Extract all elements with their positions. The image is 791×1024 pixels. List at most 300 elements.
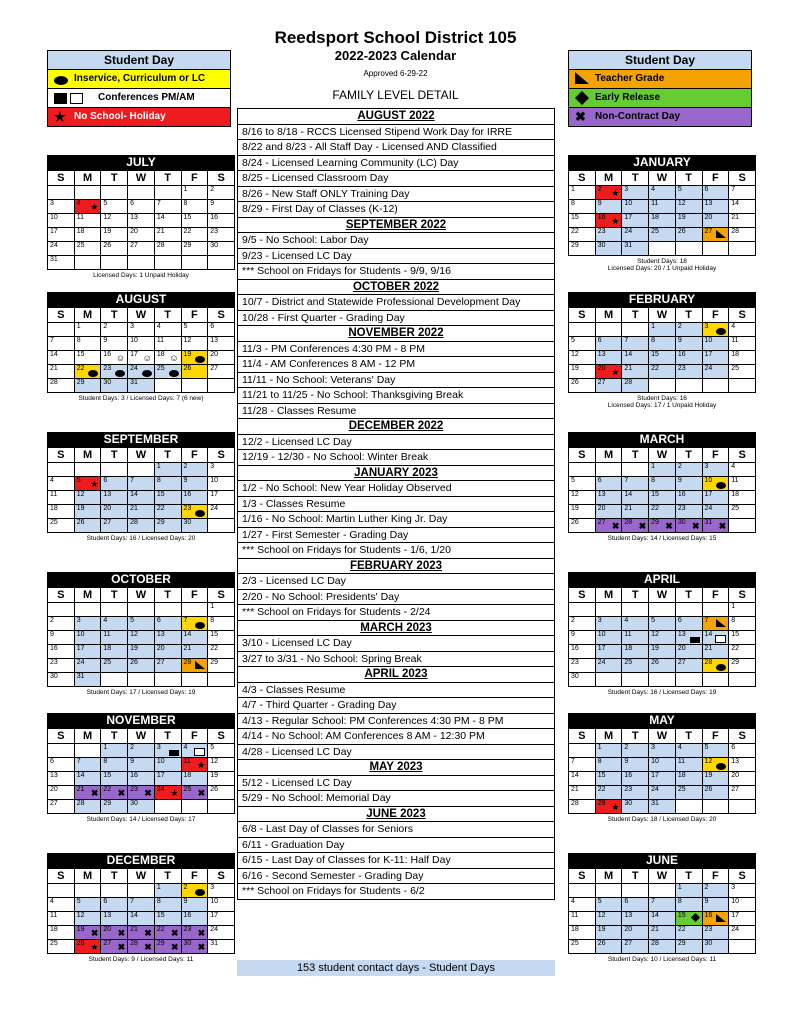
day-cell [128, 645, 155, 659]
day-cell [128, 505, 155, 519]
day-header: M [74, 869, 101, 884]
week-row [569, 659, 756, 673]
day-number: 13 [156, 631, 165, 638]
calendar-august [47, 292, 235, 402]
day-number: 14 [130, 912, 138, 919]
day-number: 13 [50, 772, 58, 779]
day-header: T [622, 869, 649, 884]
day-cell [675, 786, 702, 800]
day-cell [649, 365, 676, 379]
month-footer: Student Days: 16 [637, 395, 687, 402]
day-cell [569, 477, 596, 491]
week-row [48, 673, 235, 687]
day-cell [48, 491, 75, 505]
day-number: 9 [677, 477, 682, 484]
day-cell [729, 214, 756, 228]
day-cell [101, 926, 128, 940]
day-number: 1 [210, 603, 215, 610]
day-number: 9 [571, 631, 575, 638]
day-cell [729, 477, 756, 491]
day-cell [622, 337, 649, 351]
day-number: 5 [103, 200, 108, 207]
day-cell [702, 365, 729, 379]
day-number: 11 [571, 912, 579, 919]
event-item: 2/20 - No School: Presidents' Day [237, 590, 555, 606]
day-cell [208, 323, 235, 337]
day-header: T [622, 729, 649, 744]
month-footer: Licensed Days: 1 Unpaid Holiday [93, 272, 189, 279]
day-number: 24 [597, 659, 606, 666]
day-cell [101, 337, 128, 351]
day-number: 13 [130, 214, 138, 221]
day-cell [128, 926, 155, 940]
week-row [48, 242, 235, 256]
week-row [569, 379, 756, 393]
day-number: 23 [624, 786, 633, 793]
day-header: F [702, 308, 729, 323]
day-cell [128, 365, 155, 379]
day-number: 14 [183, 631, 192, 638]
week-row [48, 884, 235, 898]
day-cell [101, 617, 128, 631]
day-header: M [74, 171, 101, 186]
day-cell [675, 323, 702, 337]
day-header: S [729, 448, 756, 463]
day-number: 20 [677, 645, 686, 652]
day-cell [595, 214, 622, 228]
day-cell [702, 463, 729, 477]
day-cell [208, 926, 235, 940]
day-cell [128, 228, 155, 242]
day-number: 11 [624, 631, 632, 638]
day-number: 27 [597, 519, 606, 526]
day-header: S [729, 729, 756, 744]
month-footer: Student Days: 14 / Licensed Days: 17 [86, 816, 196, 823]
day-number: 1 [651, 323, 656, 330]
day-header: S [48, 588, 75, 603]
day-number: 19 [597, 926, 606, 933]
day-cell [208, 337, 235, 351]
day-number: 28 [130, 519, 138, 526]
legend-left-head: Student Day [47, 50, 231, 70]
day-cell [729, 491, 756, 505]
day-number: 24 [624, 228, 633, 235]
day-cell [208, 884, 235, 898]
day-number: 24 [651, 786, 659, 793]
day-header: F [702, 588, 729, 603]
day-cell [208, 214, 235, 228]
day-cell [649, 186, 676, 200]
day-number: 25 [731, 505, 740, 512]
day-number: 21 [50, 365, 58, 372]
square-icon [715, 635, 726, 643]
day-number: 15 [183, 214, 192, 221]
day-cell [128, 477, 155, 491]
day-number: 31 [130, 379, 138, 386]
day-number: 10 [210, 898, 219, 905]
day-cell [649, 603, 676, 617]
day-cell [729, 673, 756, 687]
day-cell [181, 505, 208, 519]
week-row [569, 351, 756, 365]
day-cell [729, 772, 756, 786]
day-number: 10 [50, 214, 58, 221]
day-cell [128, 884, 155, 898]
day-number: 4 [156, 323, 161, 330]
day-number: 11 [76, 214, 84, 221]
day-number: 12 [677, 200, 686, 207]
day-cell [675, 337, 702, 351]
week-row [569, 214, 756, 228]
day-number: 21 [76, 786, 85, 793]
day-cell [48, 519, 75, 533]
day-cell [154, 673, 181, 687]
day-cell [595, 323, 622, 337]
day-number: 3 [210, 884, 215, 891]
day-cell [702, 912, 729, 926]
day-cell [622, 659, 649, 673]
day-header: T [622, 308, 649, 323]
day-header: W [649, 308, 676, 323]
day-number: 16 [677, 351, 686, 358]
day-number: 23 [183, 505, 192, 512]
day-cell [622, 463, 649, 477]
black-oval-icon [716, 664, 726, 671]
day-number: 1 [156, 884, 161, 891]
x-icon: ✖ [575, 109, 586, 124]
day-cell [48, 603, 75, 617]
day-cell [622, 519, 649, 533]
day-cell [74, 673, 101, 687]
day-number: 31 [50, 256, 58, 263]
day-cell [622, 926, 649, 940]
day-cell [128, 323, 155, 337]
day-cell [729, 351, 756, 365]
day-number: 19 [704, 772, 713, 779]
day-number: 18 [651, 214, 659, 221]
day-cell [675, 242, 702, 256]
day-cell [74, 491, 101, 505]
day-number: 25 [731, 365, 740, 372]
day-header: T [101, 729, 128, 744]
day-header: W [649, 171, 676, 186]
day-cell [675, 477, 702, 491]
day-number: 16 [210, 214, 219, 221]
flag-icon [195, 661, 205, 671]
day-cell [595, 631, 622, 645]
month-name: JANUARY [568, 155, 756, 170]
day-cell [729, 645, 756, 659]
day-cell [48, 477, 75, 491]
day-cell [74, 519, 101, 533]
day-cell [154, 786, 181, 800]
day-number: 6 [210, 323, 215, 330]
x-icon: ✖ [170, 942, 179, 952]
day-cell [74, 256, 101, 270]
day-header: M [74, 448, 101, 463]
day-number: 7 [183, 617, 188, 624]
day-header: M [595, 869, 622, 884]
day-cell [48, 673, 75, 687]
day-cell [74, 631, 101, 645]
day-cell [702, 673, 729, 687]
event-month-heading: SEPTEMBER 2022 [237, 218, 555, 234]
day-number: 1 [156, 463, 161, 470]
day-number: 6 [103, 477, 108, 484]
day-number: 22 [103, 786, 112, 793]
day-cell [569, 772, 596, 786]
day-cell [128, 256, 155, 270]
day-number: 31 [704, 519, 713, 526]
day-number: 11 [156, 337, 165, 344]
event-item: 9/5 - No School: Labor Day [237, 233, 555, 249]
day-cell [74, 772, 101, 786]
day-cell [649, 800, 676, 814]
day-cell [675, 926, 702, 940]
day-number: 11 [731, 477, 739, 484]
day-cell [702, 519, 729, 533]
day-number: 27 [103, 940, 112, 947]
day-number: 12 [571, 351, 579, 358]
day-number: 5 [571, 477, 575, 484]
day-cell [622, 884, 649, 898]
day-cell [729, 786, 756, 800]
day-header: M [595, 448, 622, 463]
day-cell [48, 786, 75, 800]
day-cell [702, 477, 729, 491]
day-cell [128, 186, 155, 200]
day-number: 28 [156, 242, 165, 249]
day-number: 29 [156, 519, 165, 526]
day-cell [595, 772, 622, 786]
day-cell [154, 898, 181, 912]
day-cell [595, 200, 622, 214]
day-header: W [128, 171, 155, 186]
day-number: 2 [210, 186, 215, 193]
day-cell [74, 912, 101, 926]
x-icon: ✖ [117, 788, 126, 798]
day-cell [729, 379, 756, 393]
day-cell [154, 477, 181, 491]
day-number: 5 [76, 898, 81, 905]
day-number: 14 [651, 912, 659, 919]
legend-inservice [47, 70, 231, 89]
day-cell [595, 242, 622, 256]
day-cell [729, 603, 756, 617]
month-name: OCTOBER [47, 572, 235, 587]
day-cell [649, 898, 676, 912]
day-cell [181, 186, 208, 200]
day-cell [649, 323, 676, 337]
day-number: 2 [677, 463, 682, 470]
day-number: 3 [704, 463, 709, 470]
family-level-detail: FAMILY LEVEL DETAIL [332, 88, 459, 102]
star-icon: ★ [90, 479, 99, 489]
day-cell [675, 631, 702, 645]
day-cell [48, 256, 75, 270]
day-number: 31 [210, 940, 219, 947]
day-number: 22 [651, 365, 659, 372]
day-number: 25 [50, 519, 58, 526]
day-cell [702, 631, 729, 645]
day-number: 3 [651, 744, 656, 751]
day-number: 13 [704, 200, 713, 207]
day-cell [128, 758, 155, 772]
day-cell [649, 744, 676, 758]
day-cell [569, 926, 596, 940]
day-cell [595, 477, 622, 491]
day-number: 5 [76, 477, 81, 484]
day-cell [622, 477, 649, 491]
day-header: W [649, 869, 676, 884]
day-number: 16 [50, 645, 58, 652]
day-number: 22 [571, 228, 579, 235]
day-header: W [128, 869, 155, 884]
day-number: 21 [651, 926, 659, 933]
day-number: 13 [210, 337, 219, 344]
event-month-heading: OCTOBER 2022 [237, 280, 555, 296]
week-row [569, 200, 756, 214]
week-row [48, 351, 235, 365]
week-row [569, 463, 756, 477]
day-cell [675, 884, 702, 898]
event-item: 5/12 - Licensed LC Day [237, 776, 555, 792]
day-header: S [569, 869, 596, 884]
day-cell [48, 645, 75, 659]
event-item: *** School on Fridays for Students - 1/6, 1/20 [237, 543, 555, 559]
day-cell [729, 519, 756, 533]
day-number: 10 [210, 477, 219, 484]
day-header: W [128, 588, 155, 603]
day-cell [154, 463, 181, 477]
day-number: 13 [597, 351, 606, 358]
day-cell [702, 645, 729, 659]
star-icon: ★ [90, 202, 99, 212]
day-cell [208, 758, 235, 772]
day-number: 13 [103, 491, 112, 498]
day-cell [729, 228, 756, 242]
day-header: M [74, 729, 101, 744]
week-row [569, 744, 756, 758]
day-number: 7 [50, 337, 54, 344]
day-number: 28 [651, 940, 659, 947]
day-cell [74, 926, 101, 940]
day-number: 12 [76, 912, 85, 919]
day-number: 17 [704, 351, 713, 358]
day-number: 22 [651, 505, 659, 512]
day-number: 30 [704, 940, 713, 947]
day-cell [729, 926, 756, 940]
day-number: 16 [704, 912, 713, 919]
day-cell [595, 800, 622, 814]
day-cell [208, 645, 235, 659]
day-cell [595, 186, 622, 200]
day-number: 7 [156, 200, 161, 207]
day-number: 13 [624, 912, 633, 919]
black-oval-icon [195, 510, 205, 517]
day-header: T [101, 448, 128, 463]
day-number: 9 [103, 337, 108, 344]
event-item: 6/15 - Last Day of Classes for K-11: Half Day [237, 853, 555, 869]
day-cell [595, 940, 622, 954]
day-number: 17 [624, 214, 633, 221]
day-number: 24 [210, 926, 219, 933]
day-cell [702, 337, 729, 351]
day-header: S [569, 448, 596, 463]
x-icon: ✖ [90, 928, 99, 938]
day-cell [181, 758, 208, 772]
day-number: 24 [731, 926, 740, 933]
day-cell [208, 379, 235, 393]
day-cell [702, 758, 729, 772]
day-cell [181, 603, 208, 617]
day-cell [702, 617, 729, 631]
day-header: T [675, 588, 702, 603]
day-cell [128, 351, 155, 365]
week-row [569, 323, 756, 337]
day-cell [569, 337, 596, 351]
day-cell [74, 463, 101, 477]
day-cell [208, 519, 235, 533]
day-number: 15 [156, 491, 165, 498]
day-number: 8 [651, 477, 656, 484]
day-header: T [675, 308, 702, 323]
day-number: 9 [183, 477, 188, 484]
day-header: W [128, 308, 155, 323]
month-footer: Student Days: 9 / Licensed Days: 11 [88, 956, 194, 963]
day-cell [595, 603, 622, 617]
day-number: 1 [731, 603, 736, 610]
day-cell [569, 898, 596, 912]
day-cell [729, 186, 756, 200]
day-number: 7 [704, 617, 709, 624]
day-number: 8 [677, 898, 682, 905]
calendar-november [47, 713, 235, 823]
day-number: 1 [183, 186, 188, 193]
event-item: 1/2 - No School: New Year Holiday Observed [237, 481, 555, 497]
day-number: 27 [130, 242, 138, 249]
day-header: T [101, 869, 128, 884]
black-oval-icon [195, 889, 205, 896]
day-cell [181, 884, 208, 898]
day-number: 14 [731, 200, 740, 207]
day-cell [181, 631, 208, 645]
day-cell [622, 772, 649, 786]
day-cell [208, 256, 235, 270]
event-month-heading: JUNE 2023 [237, 807, 555, 823]
week-row [48, 505, 235, 519]
day-number: 18 [156, 351, 165, 358]
day-cell [622, 940, 649, 954]
day-header: F [702, 869, 729, 884]
day-cell [48, 912, 75, 926]
event-item: 5/29 - No School: Memorial Day [237, 791, 555, 807]
day-number: 14 [76, 772, 85, 779]
day-number: 17 [156, 772, 165, 779]
month-name: APRIL [568, 572, 756, 587]
day-cell [702, 323, 729, 337]
day-number: 17 [651, 772, 659, 779]
black-oval-icon [716, 328, 726, 335]
week-row [569, 477, 756, 491]
week-row [48, 477, 235, 491]
day-number: 24 [76, 659, 85, 666]
day-number: 12 [597, 912, 606, 919]
day-number: 6 [50, 758, 54, 765]
day-cell [649, 491, 676, 505]
day-number: 3 [597, 617, 602, 624]
day-cell [649, 772, 676, 786]
